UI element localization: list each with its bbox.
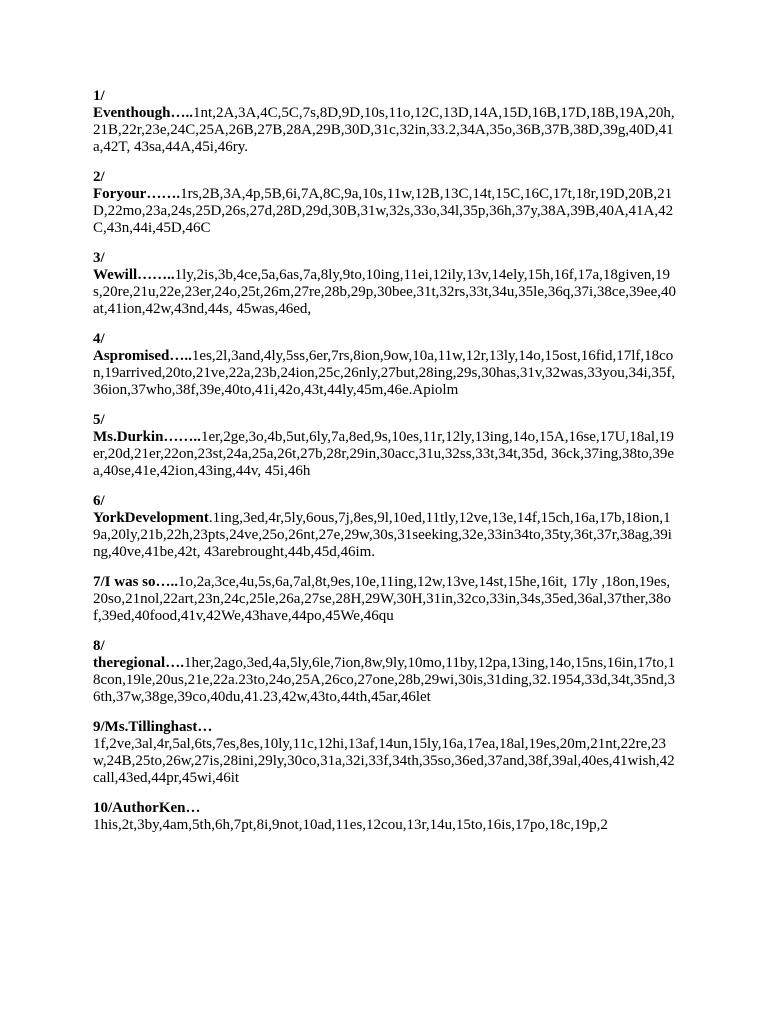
entry-answers: .1ing,3ed,4r,5ly,6ous,7j,8es,9l,10ed,11tly,12ve,13e,14f,15ch,16a,17b,18ion,19a,20ly,21b,22h,23pts,24ve,25o,26nt,27e,29w,30s,31seeking,32e,33in34to,35ty,36t,37r,38ag,39ing,40ve,41be,42t, 43arebrought,44b,45d,46im. [93,510,672,560]
entry-number: 2/ [93,169,105,185]
entry-heading: 7/I was so….. [93,574,179,590]
entry-number: 6/ [93,493,105,509]
entry-10 [93,800,677,834]
entry-1 [93,88,677,156]
entry-9 [93,719,677,787]
entry-answers: 1his,2t,3by,4am,5th,6h,7pt,8i,9not,10ad,11es,12cou,13r,14u,15to,16is,17po,18c,19p,2 [93,817,608,833]
entry-5 [93,412,677,480]
entry-number: 3/ [93,250,105,266]
entry-number: 8/ [93,638,105,654]
entry-answers: 1es,2l,3and,4ly,5ss,6er,7rs,8ion,9ow,10a,11w,12r,13ly,14o,15ost,16fid,17lf,18con,19arrived,20to,21ve,22a,23b,24ion,25c,26nly,27but,28ing,29s,30has,31v,32was,33you,34i,35f,36ion,37who,38f,39e,40to,41i,42o,43t,44ly,45m,46e.Apiolm [93,348,676,398]
entry-heading: Wewill…….. [93,267,175,283]
entry-answers: 1rs,2B,3A,4p,5B,6i,7A,8C,9a,10s,11w,12B,13C,14t,15C,16C,17t,18r,19D,20B,21D,22mo,23a,24s,25D,26s,27d,28D,29d,30B,31w,32s,33o,34l,35p,36h,37y,38A,39B,40A,41A,42C,43n,44i,45D,46C [93,186,674,236]
entry-2 [93,169,677,237]
entry-3 [93,250,677,318]
entry-heading: Aspromised….. [93,348,192,364]
entry-heading: Foryour……. [93,186,181,202]
entry-7 [93,574,677,625]
entry-number: 1/ [93,88,105,104]
entry-number: 5/ [93,412,105,428]
entry-heading: theregional…. [93,655,184,671]
entry-answers: 1f,2ve,3al,4r,5al,6ts,7es,8es,10ly,11c,12hi,13af,14un,15ly,16a,17ea,18al,19es,20m,21nt,22re,23w,24B,25to,26w,27is,28ini,29ly,30co,31a,32i,33f,34th,35so,36ed,37and,38f,39al,40es,41wish,42call,43ed,44pr,45wi,46it [93,736,675,786]
entry-6 [93,493,677,561]
entry-heading: 10/AuthorKen… [93,800,201,816]
entry-4 [93,331,677,399]
entry-heading: 9/Ms.Tillinghast… [93,719,213,735]
entry-heading: Ms.Durkin…….. [93,429,201,445]
entry-answers: 1nt,2A,3A,4C,5C,7s,8D,9D,10s,11o,12C,13D,14A,15D,16B,17D,18B,19A,20h,21B,22r,23e,24C,25A,26B,27B,28A,29B,30D,31c,32in,33.2,34A,35o,36B,37B,38D,39g,40D,41a,42T, 43sa,44A,45i,46ry. [93,105,675,155]
entry-answers: 1her,2ago,3ed,4a,5ly,6le,7ion,8w,9ly,10mo,11by,12pa,13ing,14o,15ns,16in,17to,18con,19le,20us,21e,22a.23to,24o,25A,26co,27one,28b,29wi,30is,31ding,32.1954,33d,34t,35nd,36th,37w,38ge,39co,40du,41.23,42w,43to,44th,45ar,46let [93,655,676,705]
entry-heading: Eventhough….. [93,105,194,121]
entry-answers: 1er,2ge,3o,4b,5ut,6ly,7a,8ed,9s,10es,11r,12ly,13ing,14o,15A,16se,17U,18al,19er,20d,21er,22on,23st,24a,25a,26t,27b,28r,29in,30acc,31u,32ss,33t,34t,35d, 36ck,37ing,38to,39ea,40se,41e,42ion,43ing,44v, 45i,46h [93,429,675,479]
entry-answers: 1o,2a,3ce,4u,5s,6a,7al,8t,9es,10e,11ing,12w,13ve,14st,15he,16it, 17ly ,18on,19es,20so,21nol,22art,23n,24c,25le,26a,27se,28H,29W,30H,31in,32co,33in,34s,35ed,36al,37ther,38of,39ed,40food,41v,42We,43have,44po,45We,46qu [93,574,671,624]
answer-key-document [93,88,677,847]
entry-heading: YorkDevelopment [93,510,209,526]
entry-number: 4/ [93,331,105,347]
entry-answers: 1ly,2is,3b,4ce,5a,6as,7a,8ly,9to,10ing,11ei,12ily,13v,14ely,15h,16f,17a,18given,19s,20re,21u,22e,23er,24o,25t,26m,27re,28b,29p,30bee,31t,32rs,33t,34u,35le,36q,37i,38ce,39ee,40at,41ion,42w,43nd,44s, 45was,46ed, [93,267,677,317]
entry-8 [93,638,677,706]
